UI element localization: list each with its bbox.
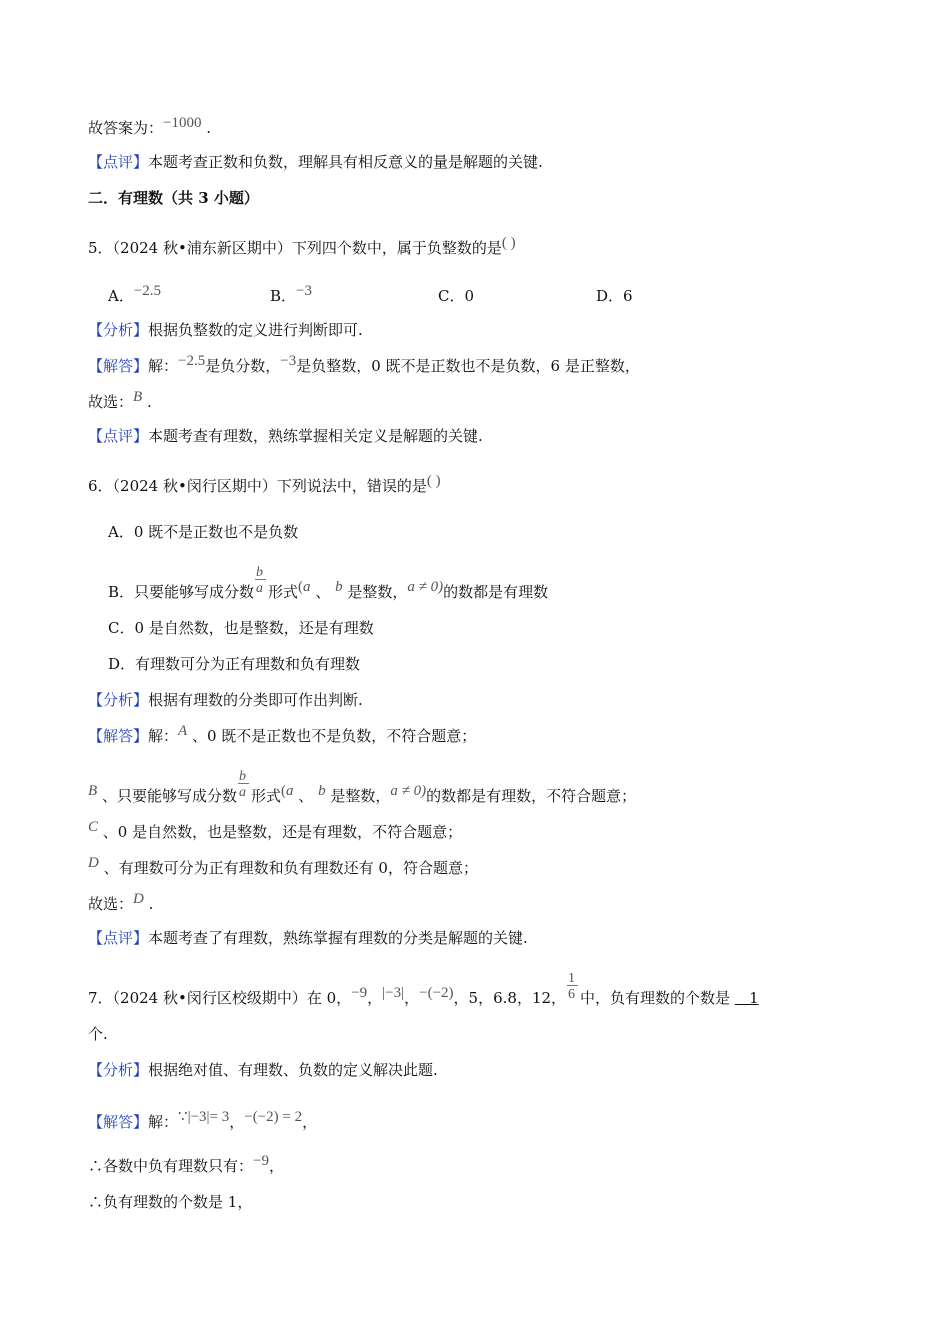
answer-text: 各数中负有理数只有： [103,1157,254,1175]
option-label: B． [270,287,297,305]
q6-answer [88,723,477,747]
math-var: a [285,783,294,799]
q6-choose [88,891,154,915]
fraction-numerator: b [238,769,246,784]
math-value: −(−2) = 2 [244,1109,303,1125]
answer-tag: 【解答】 [88,357,149,375]
q5-stem [88,235,516,259]
q5-answer [88,353,640,377]
math-value: −3 [280,353,297,369]
separator: ， [302,1113,318,1131]
answer-text: 形式 [250,787,281,805]
math-var: C [88,819,99,835]
q6-comment [88,928,528,948]
separator: ， [269,1157,285,1175]
math-value: −(−2) [419,985,454,1001]
math-value: |−3| [382,985,405,1001]
analysis-text: 根据有理数的分类即可作出判断. [148,691,363,709]
analysis-tag: 【分析】 [88,321,149,339]
analysis-tag: 【分析】 [88,1061,149,1079]
q5-comment [88,426,483,446]
option-label: C． [438,287,465,305]
q7-stem-text: 7．（2024 秋•闵行区校级期中）在 0， [88,989,352,1007]
blank-value: 1 [749,989,759,1007]
answer-tag: 【解答】 [88,727,149,745]
math-value: −2.5 [178,353,206,369]
answer-text: 解： [148,357,179,375]
choose-prefix: 故选： [88,895,134,913]
q5-analysis [88,320,363,340]
q5-option-c [438,286,474,306]
q6-option-c: C．0 是自然数，也是整数，还是有理数 [108,619,374,637]
q7-analysis [88,1060,438,1080]
option-value: 6 [623,287,633,305]
math-var: b [335,579,343,595]
math-paren: ( [298,579,304,595]
q5-option-a [108,283,162,307]
analysis-text: 根据绝对值、有理数、负数的定义解决此题. [148,1061,438,1079]
q7-therefore-2 [88,1192,252,1212]
q7-stem-end: 个. [88,1025,108,1043]
answer-prefix: 故答案为： [88,119,164,137]
fraction-numerator: b [256,565,264,580]
answer-text: 是负分数， [205,357,281,375]
analysis-tag: 【分析】 [88,691,149,709]
option-value: 0 [464,287,475,305]
comment-tag: 【点评】 [88,929,149,947]
answer-text: 、 [298,787,314,805]
math-paren: ( [280,783,286,799]
math-value: ∵|−3|= 3 [178,1109,230,1125]
q5-option-d [596,286,633,306]
q7-answer [88,1109,318,1133]
math-var: B [88,783,98,799]
choose-value: D [133,891,144,907]
math-var: D [88,855,99,871]
option-label: A． [108,287,134,305]
answer-blank [735,989,759,1007]
math-var: b [318,783,326,799]
q6-answer-c [88,819,463,843]
therefore-symbol: ∴ [88,1193,104,1211]
answer-suffix: . [206,119,212,137]
choose-prefix: 故选： [88,393,134,411]
answer-line [88,115,212,139]
math-value: −1000 [163,115,202,131]
choose-suffix: . [146,393,152,411]
option-text: 的数都是有理数 [443,583,549,601]
option-value: −2.5 [133,283,162,299]
q5-stem-text: 5．（2024 秋•浦东新区期中）下列四个数中，属于负整数的是 [88,239,502,257]
q6-paren: ( ) [426,473,441,489]
answer-tag: 【解答】 [88,1113,149,1131]
math-value: −9 [253,1153,269,1169]
q6-stem-text: 6．（2024 秋•闵行区期中）下列说法中，错误的是 [88,477,427,495]
answer-text: 、有理数可分为正有理数和负有理数还有 0，符合题意； [103,859,478,877]
answer-text: 、0 是自然数，也是整数，还是有理数，不符合题意； [102,823,463,841]
math-condition: a ≠ 0) [390,783,427,799]
fraction-denominator: 6 [568,987,576,1002]
fraction-numerator: 1 [568,971,576,986]
fraction-denominator: a [238,785,246,800]
q5-option-b [270,283,312,307]
answer-text: 、只要能够写成分数 [101,787,237,805]
q6-option-d: D．有理数可分为正有理数和负有理数 [108,655,361,673]
comment-tag: 【点评】 [88,153,149,171]
q6-stem [88,473,441,497]
q5-paren: ( ) [501,235,516,251]
q6-analysis [88,690,363,710]
answer-text: 解： [148,727,179,745]
answer-text: 负有理数的个数是 1， [103,1193,253,1211]
comment-tag: 【点评】 [88,427,149,445]
q6-answer-b [88,769,637,807]
q6-option-b [108,565,549,603]
option-text: 、 [315,583,331,601]
q7-therefore-1 [88,1153,285,1177]
choose-suffix: . [148,895,154,913]
comment-text: 本题考查有理数，熟练掌握相关定义是解题的关键. [148,427,483,445]
comment-text: 本题考查了有理数，熟练掌握有理数的分类是解题的关键. [148,929,528,947]
q7-stem-text: 中，负有理数的个数是 [580,989,731,1007]
option-value: −3 [296,283,312,299]
q7-stem-text: ，5，6.8，12， [453,989,567,1007]
answer-text: 、0 既不是正数也不是负数，不符合题意； [191,727,477,745]
comment-line [88,152,543,172]
comment-text: 本题考查正数和负数，理解具有相反意义的量是解题的关键. [148,153,543,171]
q7-stem [88,971,759,1009]
math-value: −9 [351,985,368,1001]
fraction [237,769,251,807]
analysis-text: 根据负整数的定义进行判断即可. [148,321,363,339]
fraction-denominator: a [256,581,264,596]
answer-text: 的数都是有理数，不符合题意； [426,787,637,805]
math-var: A [178,723,188,739]
separator: ， [229,1113,245,1131]
answer-text: 是负整数，0 既不是正数也不是负数，6 是正整数， [296,357,640,375]
math-var: a [303,579,311,595]
option-text: 形式 [268,583,299,601]
option-text: B．只要能够写成分数 [108,583,255,601]
option-label: D． [596,287,624,305]
answer-text: 是整数， [330,787,391,805]
option-text: 是整数， [347,583,408,601]
q5-choose [88,389,152,413]
separator: ， [367,989,383,1007]
answer-text: 解： [148,1113,179,1131]
choose-value: B [133,389,143,405]
fraction [566,971,580,1009]
math-condition: a ≠ 0) [407,579,444,595]
therefore-symbol: ∴ [88,1157,104,1175]
q6-option-a: A．0 既不是正数也不是负数 [108,523,299,541]
separator: ， [404,989,420,1007]
section-title: 二．有理数（共 3 小题） [88,189,259,207]
fraction [254,565,268,603]
q6-answer-d [88,855,478,879]
